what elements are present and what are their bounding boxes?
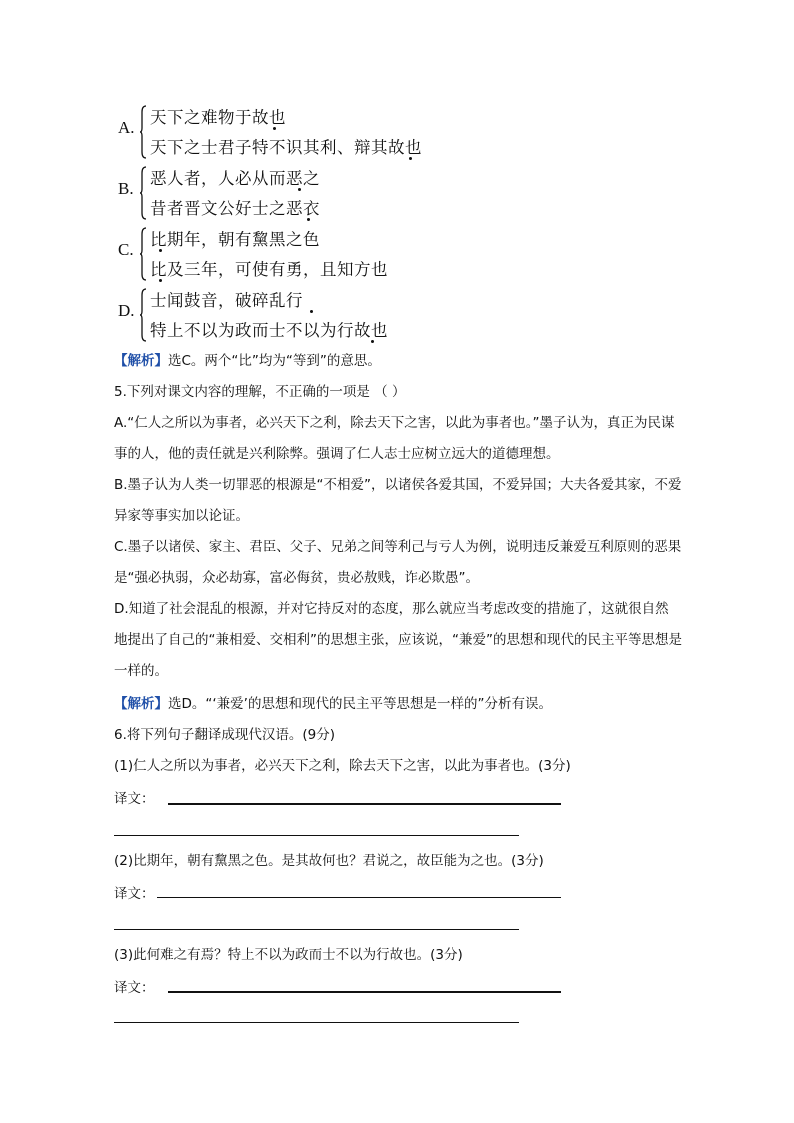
q5-option-a: A.“仁人之所以为事者，必兴天下之利，除去天下之害，以此为事者也。”墨子认为，真正为民谋事的人，他的责任就是兴利除弊。强调了仁人志士应树立远大的道德理想。 <box>114 415 675 462</box>
emphasis-dot <box>371 340 374 343</box>
option-line-2: 天下之士君子特不识其利、辩其故也 <box>150 138 422 157</box>
brace-icon <box>140 226 147 282</box>
answer-line[interactable] <box>168 991 561 993</box>
brace-icon <box>140 165 147 221</box>
analysis-tag: 【解析】 <box>114 353 168 369</box>
translation-label: 译文： <box>114 886 155 902</box>
analysis-q5 <box>114 689 682 720</box>
answer-line[interactable] <box>168 803 561 805</box>
analysis-text: 选C。两个“比”均为“等到”的意思。 <box>168 353 381 369</box>
option-line-1: 恶人者，人必从而恶之 <box>150 169 320 188</box>
option-line-2: 比及三年，可使有勇，且知方也 <box>150 260 388 279</box>
option-line-1: 天下之难物于故也 <box>150 108 286 127</box>
emphasis-dot <box>409 157 412 160</box>
option-c <box>118 226 458 282</box>
q5-stem: 5.下列对课文内容的理解，不正确的一项是 （ ） <box>114 384 406 400</box>
q6-stem: 6.将下列句子翻译成现代汉语。(9分) <box>114 727 336 743</box>
emphasis-dot <box>298 188 301 191</box>
option-d <box>118 287 458 343</box>
q6-sentence-3: (3)此何难之有焉？特上不以为政而士不以为行故也。(3分) <box>114 947 463 963</box>
emphasis-dot <box>310 310 313 313</box>
q6-sentence-2: (2)比期年，朝有黧黑之色。是其故何也？君说之，故臣能为之也。(3分) <box>114 853 544 869</box>
emphasis-dot <box>307 218 310 221</box>
option-letter: A. <box>118 118 135 137</box>
analysis-text: 选D。“‘兼爱’的思想和现代的民主平等思想是一样的”分析有误。 <box>168 696 552 712</box>
option-line-2: 昔者晋文公好士之恶衣 <box>150 199 320 218</box>
q5-option-b: B.墨子认为人类一切罪恶的根源是“不相爱”，以诸侯各爱其国，不爱异国；大夫各爱其家，不爱异家等事实加以论证。 <box>114 477 682 524</box>
answer-line[interactable] <box>114 929 519 930</box>
option-b <box>118 165 458 221</box>
option-line-1: 士闻鼓音，破碎乱行 <box>150 291 303 310</box>
q5-option-c: C.墨子以诸侯、家主、君臣、父子、兄弟之间等利己与亏人为例，说明违反兼爱互利原则的恶果是“强必执弱，众必劫寡，富必侮贫，贵必敖贱，诈必欺愚”。 <box>114 539 682 586</box>
answer-line[interactable] <box>114 835 519 836</box>
option-a <box>118 104 458 160</box>
analysis-tag: 【解析】 <box>114 696 168 712</box>
brace-icon <box>140 287 147 343</box>
emphasis-dot <box>159 249 162 252</box>
analysis-q4 <box>114 346 682 377</box>
option-line-1: 比期年，朝有黧黑之色 <box>150 230 320 249</box>
answer-line[interactable] <box>114 1022 519 1023</box>
emphasis-dot <box>273 127 276 130</box>
q5-option-d: D.知道了社会混乱的根源，并对它持反对的态度，那么就应当考虑改变的措施了，这就很自然地提出了自己的“兼相爱、交相利”的思想主张，应该说，“兼爱”的思想和现代的民主平等思想是一样的。 <box>114 601 682 679</box>
brace-icon <box>140 104 147 160</box>
emphasis-dot <box>159 279 162 282</box>
option-letter: B. <box>118 179 134 198</box>
answer-line[interactable] <box>157 897 561 898</box>
translation-label: 译文： <box>114 791 155 807</box>
q6-sentence-1: (1)仁人之所以为事者，必兴天下之利，除去天下之害，以此为事者也。(3分) <box>114 758 571 774</box>
option-line-2: 特上不以为政而士不以为行故也 <box>150 321 388 340</box>
option-letter: D. <box>118 301 135 320</box>
option-letter: C. <box>118 240 134 259</box>
translation-label: 译文： <box>114 980 155 996</box>
